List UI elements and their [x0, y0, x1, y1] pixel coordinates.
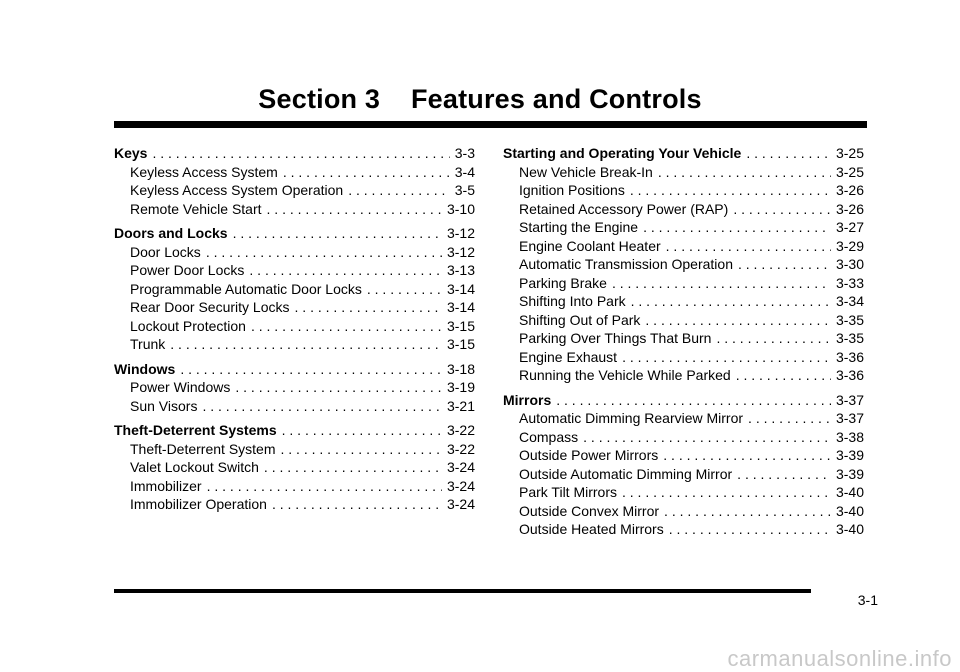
toc-entry[interactable] [503, 465, 864, 484]
dot-leader [643, 218, 831, 237]
toc-heading-page: 3-37 [835, 391, 864, 408]
toc-entry-page: 3-39 [835, 465, 864, 482]
toc-entry-label: Keyless Access System Operation [130, 182, 344, 198]
dot-leader [622, 348, 831, 367]
toc-entry-label: Power Door Locks [130, 262, 245, 278]
toc-group [503, 391, 864, 539]
toc-entry-page: 3-30 [835, 256, 864, 272]
toc-entry-label: Automatic Transmission Operation [519, 256, 733, 272]
toc-entry[interactable] [114, 243, 475, 262]
toc-entry-label: Trunk [130, 336, 166, 352]
page-title: Section 3 Features and Controls [258, 84, 702, 114]
toc-entry-label: Engine Exhaust [519, 348, 618, 365]
toc-heading[interactable] [114, 144, 475, 163]
toc-heading-page: 3-12 [446, 225, 475, 241]
toc-entry[interactable] [114, 495, 475, 514]
toc-left-column [114, 144, 475, 520]
dot-leader [249, 261, 442, 280]
toc-entry-label: Starting the Engine [519, 219, 639, 235]
toc-entry[interactable] [503, 446, 864, 465]
toc-entry-page: 3-22 [446, 440, 475, 457]
dot-leader [583, 428, 831, 447]
toc-entry-label: Park Tilt Mirrors [519, 484, 617, 500]
footer-rule [114, 589, 811, 593]
dot-leader [295, 298, 442, 317]
toc-heading-page: 3-25 [835, 145, 864, 161]
toc-entry[interactable] [503, 292, 864, 311]
toc-entry-label: Door Locks [130, 243, 201, 260]
toc-entry[interactable] [114, 477, 475, 496]
toc-group [114, 360, 475, 416]
toc-entry-label: Sun Visors [130, 397, 198, 414]
toc-entry-label: Ignition Positions [519, 182, 625, 198]
dot-leader [664, 502, 831, 521]
toc-entry-page: 3-10 [446, 200, 475, 217]
toc-entry-page: 3-24 [446, 459, 475, 475]
dot-leader [669, 520, 831, 539]
toc-entry-page: 3-33 [835, 274, 864, 291]
toc-heading[interactable] [503, 144, 864, 163]
dot-leader [645, 311, 831, 330]
toc-entry-page: 3-14 [446, 280, 475, 297]
toc-entry-page: 3-38 [835, 428, 864, 445]
toc-group [503, 144, 864, 385]
toc-entry-page: 3-39 [835, 447, 864, 463]
dot-leader [666, 237, 831, 256]
toc-entry-label: Lockout Protection [130, 317, 246, 334]
dot-leader [663, 446, 831, 465]
toc-group [114, 224, 475, 354]
toc-entry-label: Outside Heated Mirrors [519, 521, 664, 537]
toc-entry-label: Shifting Into Park [519, 293, 626, 309]
dot-leader [738, 255, 831, 274]
dot-leader [716, 329, 831, 348]
toc-entry-label: Engine Coolant Heater [519, 237, 661, 254]
dot-leader [233, 224, 442, 243]
toc-entry-label: Remote Vehicle Start [130, 200, 262, 217]
toc-entry[interactable] [114, 458, 475, 477]
toc-entry-page: 3-5 [454, 182, 475, 198]
toc-entry-page: 3-25 [835, 163, 864, 180]
dot-leader [170, 335, 442, 354]
toc-heading-page: 3-3 [454, 145, 475, 161]
toc-entry[interactable] [114, 378, 475, 397]
toc-entry-page: 3-4 [454, 163, 475, 180]
toc-entry-page: 3-24 [446, 477, 475, 494]
toc-entry-page: 3-36 [835, 367, 864, 383]
toc-entry-page: 3-24 [446, 496, 475, 512]
toc-entry[interactable] [114, 298, 475, 317]
toc-entry-label: Parking Over Things That Burn [519, 330, 712, 346]
toc-heading-label: Mirrors [503, 391, 552, 408]
toc-entry[interactable] [114, 440, 475, 459]
dot-leader [282, 421, 442, 440]
dot-leader [658, 163, 831, 182]
toc-entry[interactable] [503, 311, 864, 330]
toc-entry-label: Outside Automatic Dimming Mirror [519, 465, 733, 482]
toc-entry[interactable] [114, 181, 475, 200]
toc-entry[interactable] [503, 218, 864, 237]
toc-entry-page: 3-15 [446, 336, 475, 352]
toc-heading-label: Theft-Deterrent Systems [114, 422, 277, 438]
toc-entry-page: 3-34 [835, 293, 864, 309]
dot-leader [180, 360, 442, 379]
toc-entry[interactable] [503, 483, 864, 502]
dot-leader [612, 274, 831, 293]
toc-entry-page: 3-40 [835, 521, 864, 537]
toc-entry[interactable] [503, 409, 864, 428]
toc-entry-label: Outside Power Mirrors [519, 447, 659, 463]
toc-entry-page: 3-37 [835, 410, 864, 426]
toc-entry-label: Rear Door Security Locks [130, 299, 290, 315]
toc-entry-page: 3-12 [446, 243, 475, 260]
toc-entry[interactable] [114, 397, 475, 416]
toc-entry[interactable] [503, 274, 864, 293]
toc-entry-label: Parking Brake [519, 274, 607, 291]
dot-leader [267, 200, 442, 219]
toc-entry-label: Power Windows [130, 379, 231, 395]
dot-leader [367, 280, 442, 299]
dot-leader [631, 292, 831, 311]
toc-entry[interactable] [503, 163, 864, 182]
toc-entry-page: 3-21 [446, 397, 475, 414]
toc-entry-label: Shifting Out of Park [519, 311, 641, 328]
toc-heading-page: 3-22 [446, 422, 475, 438]
toc-entry-label: Automatic Dimming Rearview Mirror [519, 410, 744, 426]
watermark: carmanualsonline.info [727, 646, 952, 671]
toc-entry-page: 3-26 [835, 200, 864, 217]
toc-entry-label: Running the Vehicle While Parked [519, 367, 731, 383]
toc-entry-page: 3-19 [446, 379, 475, 395]
dot-leader [556, 391, 831, 410]
toc-entry-label: Immobilizer [130, 477, 202, 494]
dot-leader [283, 163, 450, 182]
toc-entry-label: Immobilizer Operation [130, 496, 267, 512]
toc-entry-page: 3-35 [835, 330, 864, 346]
toc-entry-label: Programmable Automatic Door Locks [130, 280, 362, 297]
dot-leader [737, 465, 831, 484]
toc-entry-label: Valet Lockout Switch [130, 459, 259, 475]
toc-entry[interactable] [503, 329, 864, 348]
page-number: 3-1 [857, 592, 878, 608]
toc-heading-label: Windows [114, 360, 176, 377]
toc-heading[interactable] [114, 224, 475, 243]
toc-entry-page: 3-40 [835, 502, 864, 519]
dot-leader [251, 317, 442, 336]
toc-entry-page: 3-27 [835, 219, 864, 235]
toc-entry-page: 3-40 [835, 484, 864, 500]
toc-entry-page: 3-15 [446, 317, 475, 334]
toc-entry[interactable] [114, 261, 475, 280]
toc-right-column [503, 144, 864, 545]
toc-entry[interactable] [503, 237, 864, 256]
toc-entry[interactable] [503, 502, 864, 521]
toc-entry[interactable] [503, 366, 864, 385]
toc-entry-label: New Vehicle Break-In [519, 163, 653, 180]
toc-entry-label: Retained Accessory Power (RAP) [519, 200, 729, 217]
toc-entry[interactable] [503, 428, 864, 447]
dot-leader [152, 144, 449, 163]
toc-entry-page: 3-13 [446, 262, 475, 278]
toc-entry[interactable] [114, 335, 475, 354]
dot-leader [733, 200, 831, 219]
toc-entry[interactable] [503, 181, 864, 200]
toc-entry-page: 3-29 [835, 237, 864, 254]
toc-entry-page: 3-26 [835, 182, 864, 198]
toc-entry-page: 3-14 [446, 299, 475, 315]
dot-leader [748, 409, 831, 428]
toc-entry[interactable] [503, 200, 864, 219]
toc-entry-label: Compass [519, 428, 579, 445]
toc-entry[interactable] [503, 348, 864, 367]
toc-heading[interactable] [503, 391, 864, 410]
dot-leader [281, 440, 442, 459]
toc-heading-label: Keys [114, 145, 148, 161]
toc-heading-label: Starting and Operating Your Vehicle [503, 145, 742, 161]
toc-heading-label: Doors and Locks [114, 225, 228, 241]
dot-leader [202, 397, 442, 416]
toc-entry[interactable] [114, 163, 475, 182]
toc-entry[interactable] [114, 317, 475, 336]
toc-heading[interactable] [114, 421, 475, 440]
dot-leader [235, 378, 442, 397]
toc-entry[interactable] [114, 200, 475, 219]
toc-entry-label: Outside Convex Mirror [519, 502, 660, 519]
toc-group [114, 144, 475, 218]
toc-heading-page: 3-18 [446, 360, 475, 377]
dot-leader [622, 483, 831, 502]
toc-entry[interactable] [503, 520, 864, 539]
toc-entry-label: Theft-Deterrent System [130, 440, 276, 457]
toc-entry-label: Keyless Access System [130, 163, 278, 180]
dot-leader [272, 495, 442, 514]
toc-entry-page: 3-36 [835, 348, 864, 365]
toc-entry[interactable] [114, 280, 475, 299]
dot-leader [736, 366, 831, 385]
dot-leader [348, 181, 450, 200]
toc-entry[interactable] [503, 255, 864, 274]
toc-heading[interactable] [114, 360, 475, 379]
dot-leader [264, 458, 442, 477]
title-rule [114, 121, 867, 128]
toc-group [114, 421, 475, 514]
toc-entry-page: 3-35 [835, 311, 864, 328]
dot-leader [630, 181, 831, 200]
dot-leader [206, 243, 442, 262]
dot-leader [207, 477, 442, 496]
dot-leader [746, 144, 831, 163]
